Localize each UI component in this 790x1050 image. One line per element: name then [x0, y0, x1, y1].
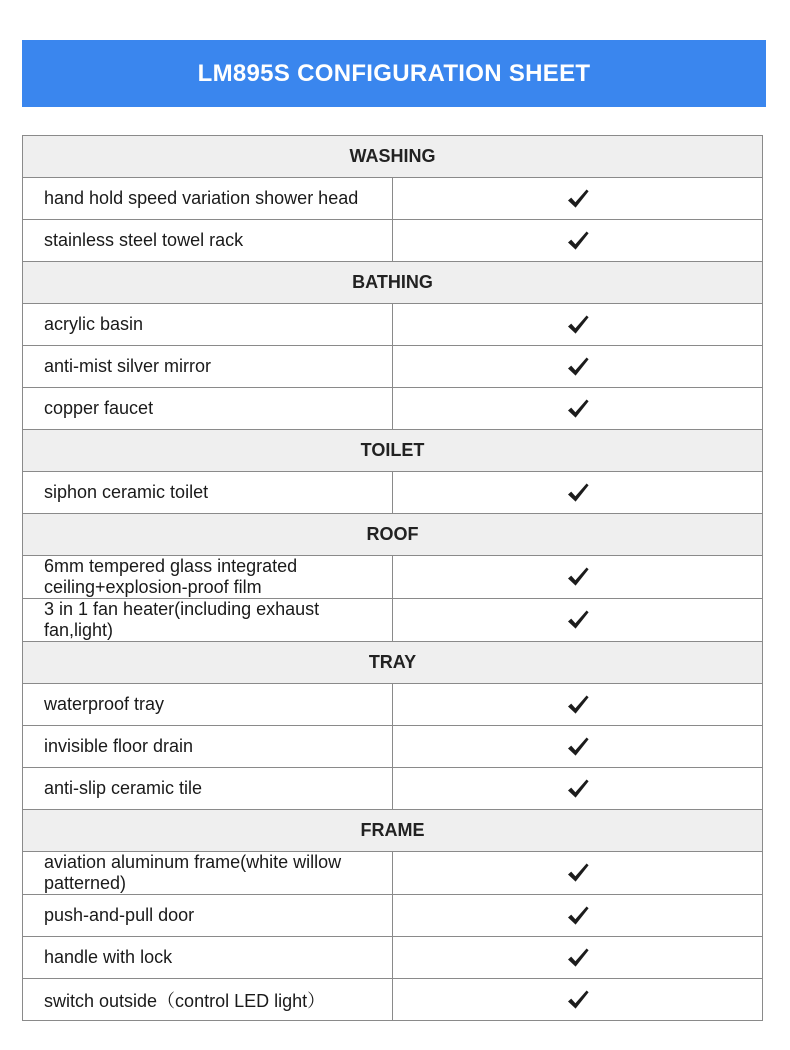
item-label: acrylic basin	[23, 304, 393, 346]
table-row	[23, 220, 763, 262]
section-title: FRAME	[23, 810, 763, 852]
included-cell	[393, 388, 763, 430]
section-header-roof	[23, 514, 763, 556]
section-title: WASHING	[23, 136, 763, 178]
included-cell	[393, 599, 763, 642]
checkmark-icon	[393, 694, 762, 716]
table-row	[23, 895, 763, 937]
item-label: aviation aluminum frame(white willow patterned)	[23, 852, 393, 895]
table-row	[23, 937, 763, 979]
included-cell	[393, 346, 763, 388]
item-label: siphon ceramic toilet	[23, 472, 393, 514]
title-banner	[22, 40, 766, 107]
table-row	[23, 346, 763, 388]
section-header-bathing	[23, 262, 763, 304]
checkmark-icon	[393, 398, 762, 420]
table-row	[23, 852, 763, 895]
table-row	[23, 178, 763, 220]
table-row	[23, 684, 763, 726]
included-cell	[393, 178, 763, 220]
item-label: switch outside（control LED light）	[23, 979, 393, 1021]
included-cell	[393, 937, 763, 979]
section-title: TOILET	[23, 430, 763, 472]
table-row	[23, 979, 763, 1021]
included-cell	[393, 684, 763, 726]
checkmark-icon	[393, 356, 762, 378]
checkmark-icon	[393, 230, 762, 252]
item-label: 3 in 1 fan heater(including exhaust fan,light)	[23, 599, 393, 642]
checkmark-icon	[393, 989, 762, 1011]
table-row	[23, 304, 763, 346]
checkmark-icon	[393, 609, 762, 631]
item-label: handle with lock	[23, 937, 393, 979]
item-label: hand hold speed variation shower head	[23, 178, 393, 220]
included-cell	[393, 979, 763, 1021]
item-label: copper faucet	[23, 388, 393, 430]
checkmark-icon	[393, 736, 762, 758]
section-header-frame	[23, 810, 763, 852]
item-label: invisible floor drain	[23, 726, 393, 768]
checkmark-icon	[393, 947, 762, 969]
checkmark-icon	[393, 314, 762, 336]
included-cell	[393, 220, 763, 262]
checkmark-icon	[393, 566, 762, 588]
table-row	[23, 768, 763, 810]
configuration-table	[22, 135, 763, 1021]
included-cell	[393, 556, 763, 599]
item-label: anti-mist silver mirror	[23, 346, 393, 388]
included-cell	[393, 895, 763, 937]
item-label: waterproof tray	[23, 684, 393, 726]
section-title: ROOF	[23, 514, 763, 556]
table-row	[23, 599, 763, 642]
included-cell	[393, 852, 763, 895]
section-header-tray	[23, 642, 763, 684]
included-cell	[393, 472, 763, 514]
included-cell	[393, 768, 763, 810]
section-header-toilet	[23, 430, 763, 472]
sheet-title: LM895S CONFIGURATION SHEET	[197, 59, 591, 87]
section-title: BATHING	[23, 262, 763, 304]
checkmark-icon	[393, 905, 762, 927]
checkmark-icon	[393, 482, 762, 504]
checkmark-icon	[393, 188, 762, 210]
section-header-washing	[23, 136, 763, 178]
table-row	[23, 472, 763, 514]
table-row	[23, 556, 763, 599]
item-label: push-and-pull door	[23, 895, 393, 937]
item-label: stainless steel towel rack	[23, 220, 393, 262]
item-label: anti-slip ceramic tile	[23, 768, 393, 810]
table-row	[23, 726, 763, 768]
checkmark-icon	[393, 778, 762, 800]
included-cell	[393, 304, 763, 346]
included-cell	[393, 726, 763, 768]
checkmark-icon	[393, 862, 762, 884]
section-title: TRAY	[23, 642, 763, 684]
item-label: 6mm tempered glass integrated ceiling+explosion-proof film	[23, 556, 393, 599]
table-row	[23, 388, 763, 430]
